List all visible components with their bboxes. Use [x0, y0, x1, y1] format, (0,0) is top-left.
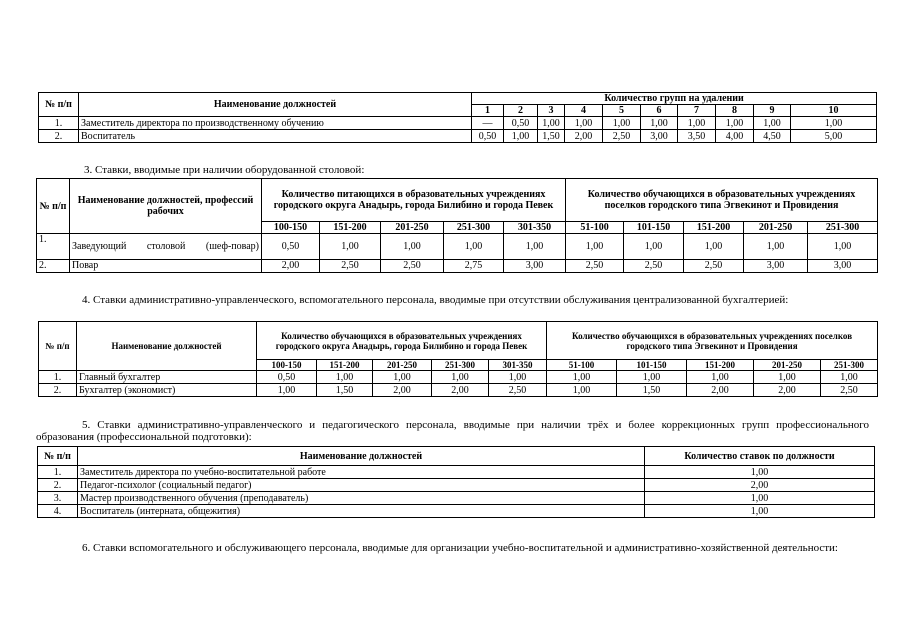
row-name: Заведующий столовой (шеф-повар): [70, 234, 262, 260]
cell: 3,00: [504, 260, 566, 273]
canteen-table: [36, 178, 878, 273]
col-header: 201-250: [744, 222, 808, 234]
col-header: 251-300: [432, 360, 489, 371]
cell: 2,50: [489, 384, 547, 397]
cell: 1,00: [432, 371, 489, 384]
cell: 1,00: [645, 492, 875, 505]
cell: 1,00: [373, 371, 432, 384]
cell: 2,50: [684, 260, 744, 273]
cell: 5,00: [791, 130, 877, 143]
cell: 4,50: [754, 130, 791, 143]
cell: 1,00: [821, 371, 878, 384]
section-6-title-text: 6. Ставки вспомогательного и обслуживающего персонала, вводимые для организации учебно-воспитательной и административно-хозяйственной деятельности:: [82, 542, 838, 554]
row-name: Повар: [70, 260, 262, 273]
table-row: [39, 384, 878, 397]
cell: 1,00: [791, 117, 877, 130]
cell: 1,00: [754, 117, 791, 130]
section-6-title: [36, 542, 869, 554]
accounting-table: [38, 321, 878, 397]
col-header: 9: [754, 105, 791, 117]
col-header: 101-150: [617, 360, 687, 371]
cell: 1,00: [504, 234, 566, 260]
section-3-title: 3. Ставки, вводимые при наличии оборудованной столовой:: [84, 164, 365, 176]
row-num: 2.: [39, 384, 77, 397]
row-name: Заместитель директора по учебно-воспитательной работе: [78, 466, 645, 479]
cell: 3,00: [744, 260, 808, 273]
cell: 1,00: [716, 117, 754, 130]
cell: 1,00: [489, 371, 547, 384]
table-row: [37, 234, 878, 260]
table-row: [39, 130, 877, 143]
cell: 2,00: [565, 130, 603, 143]
col-header: 10: [791, 105, 877, 117]
cell: 1,00: [808, 234, 878, 260]
col-header: 251-300: [821, 360, 878, 371]
cell: 1,00: [547, 384, 617, 397]
section-4-title: [36, 294, 872, 306]
cell: 1,00: [603, 117, 641, 130]
cell: 0,50: [257, 371, 317, 384]
cell: 2,50: [320, 260, 381, 273]
row-num: 2.: [39, 130, 79, 143]
cell: 2,00: [645, 479, 875, 492]
col-header: 5: [603, 105, 641, 117]
col-header: 201-250: [381, 222, 444, 234]
cell: 1,00: [641, 117, 678, 130]
cell: 2,50: [603, 130, 641, 143]
cell: 2,50: [821, 384, 878, 397]
cell: 1,00: [624, 234, 684, 260]
col-header: 2: [504, 105, 538, 117]
table-row: [38, 466, 875, 479]
header-groups: Количество групп на удалении: [472, 93, 877, 105]
cell: 1,00: [684, 234, 744, 260]
header-name: Наименование должностей: [78, 447, 645, 466]
cell: 1,00: [504, 130, 538, 143]
table-row: [39, 371, 878, 384]
cell: 1,00: [744, 234, 808, 260]
col-header: 151-200: [320, 222, 381, 234]
col-header: 251-300: [808, 222, 878, 234]
row-num: 3.: [38, 492, 78, 505]
header-num: № п/п: [39, 322, 77, 371]
cell: 0,50: [504, 117, 538, 130]
row-num: 4.: [38, 505, 78, 518]
col-header: 100-150: [262, 222, 320, 234]
row-name: Воспитатель (интерната, общежития): [78, 505, 645, 518]
row-name: Воспитатель: [79, 130, 472, 143]
cell: —: [472, 117, 504, 130]
col-header: 1: [472, 105, 504, 117]
col-header: 151-200: [684, 222, 744, 234]
cell: 0,50: [262, 234, 320, 260]
header-num: № п/п: [39, 93, 79, 117]
cell: 3,50: [678, 130, 716, 143]
row-name: Главный бухгалтер: [77, 371, 257, 384]
row-num: 2.: [38, 479, 78, 492]
header-group-b: Количество обучающихся в образовательных учреждениях поселков городского типа Эгвекинот и Провидения: [566, 179, 878, 222]
cell: 1,00: [565, 117, 603, 130]
cell: 1,00: [381, 234, 444, 260]
cell: 1,50: [617, 384, 687, 397]
cell: 1,00: [444, 234, 504, 260]
col-header: 7: [678, 105, 716, 117]
table-row: [38, 492, 875, 505]
cell: 1,00: [645, 505, 875, 518]
row-name: Педагог-психолог (социальный педагог): [78, 479, 645, 492]
cell: 2,00: [262, 260, 320, 273]
row-num: 1.: [39, 371, 77, 384]
header-name: Наименование должностей, профессий рабочих: [70, 179, 262, 234]
section-5-title: [36, 419, 869, 443]
col-header: 101-150: [624, 222, 684, 234]
col-header: 3: [538, 105, 565, 117]
col-header: 251-300: [444, 222, 504, 234]
table-row: [39, 117, 877, 130]
row-name: Заместитель директора по производственному обучению: [79, 117, 472, 130]
cell: 2,00: [373, 384, 432, 397]
col-header: 8: [716, 105, 754, 117]
col-header: 6: [641, 105, 678, 117]
correction-groups-table: [37, 446, 875, 518]
section-5-title-text: 5. Ставки административно-управленческого и педагогического персонала, вводимые при наличии трёх и более коррекционных групп профессионального образования (профессиональной подготовки):: [36, 419, 869, 443]
table-row: [38, 479, 875, 492]
col-header: 201-250: [754, 360, 821, 371]
header-group-a: Количество питающихся в образовательных учреждениях городского округа Анадырь, города Билибино и города Певек: [262, 179, 566, 222]
cell: 2,50: [381, 260, 444, 273]
header-count: Количество ставок по должности: [645, 447, 875, 466]
cell: 1,50: [538, 130, 565, 143]
header-name: Наименование должностей: [77, 322, 257, 371]
table-row: [38, 505, 875, 518]
col-header: 301-350: [489, 360, 547, 371]
row-name: Мастер производственного обучения (преподаватель): [78, 492, 645, 505]
col-header: 201-250: [373, 360, 432, 371]
row-name: Бухгалтер (экономист): [77, 384, 257, 397]
cell: 1,00: [566, 234, 624, 260]
cell: 1,00: [320, 234, 381, 260]
cell: 2,00: [754, 384, 821, 397]
cell: 1,00: [754, 371, 821, 384]
cell: 1,00: [257, 384, 317, 397]
cell: 3,00: [641, 130, 678, 143]
cell: 1,50: [317, 384, 373, 397]
header-num: № п/п: [37, 179, 70, 234]
cell: 4,00: [716, 130, 754, 143]
col-header: 151-200: [317, 360, 373, 371]
row-num: 1.: [38, 466, 78, 479]
cell: 2,00: [687, 384, 754, 397]
col-header: 51-100: [566, 222, 624, 234]
col-header: 100-150: [257, 360, 317, 371]
cell: 2,00: [432, 384, 489, 397]
cell: 1,00: [687, 371, 754, 384]
row-num: 1.: [39, 117, 79, 130]
cell: 1,00: [538, 117, 565, 130]
groups-distance-table: [38, 92, 877, 143]
table-row: [37, 260, 878, 273]
cell: 2,50: [566, 260, 624, 273]
header-name: Наименование должностей: [79, 93, 472, 117]
row-num: 2.: [37, 260, 70, 273]
cell: 2,75: [444, 260, 504, 273]
col-header: 151-200: [687, 360, 754, 371]
cell: 1,00: [645, 466, 875, 479]
cell: 1,00: [678, 117, 716, 130]
cell: 1,00: [317, 371, 373, 384]
col-header: 4: [565, 105, 603, 117]
cell: 1,00: [547, 371, 617, 384]
header-group-b: Количество обучающихся в образовательных учреждениях поселков городского типа Эгвекинот и Провидения: [547, 322, 878, 360]
header-num: № п/п: [38, 447, 78, 466]
col-header: 51-100: [547, 360, 617, 371]
section-4-title-text: 4. Ставки административно-управленческого, вспомогательного персонала, вводимые при отсутствии обслуживания централизованной бухгалтерией:: [82, 294, 789, 306]
cell: 2,50: [624, 260, 684, 273]
row-num: 1.: [37, 234, 70, 260]
cell: 3,00: [808, 260, 878, 273]
cell: 0,50: [472, 130, 504, 143]
cell: 1,00: [617, 371, 687, 384]
col-header: 301-350: [504, 222, 566, 234]
header-group-a: Количество обучающихся в образовательных учреждениях городского округа Анадырь, города Билибино и города Певек: [257, 322, 547, 360]
